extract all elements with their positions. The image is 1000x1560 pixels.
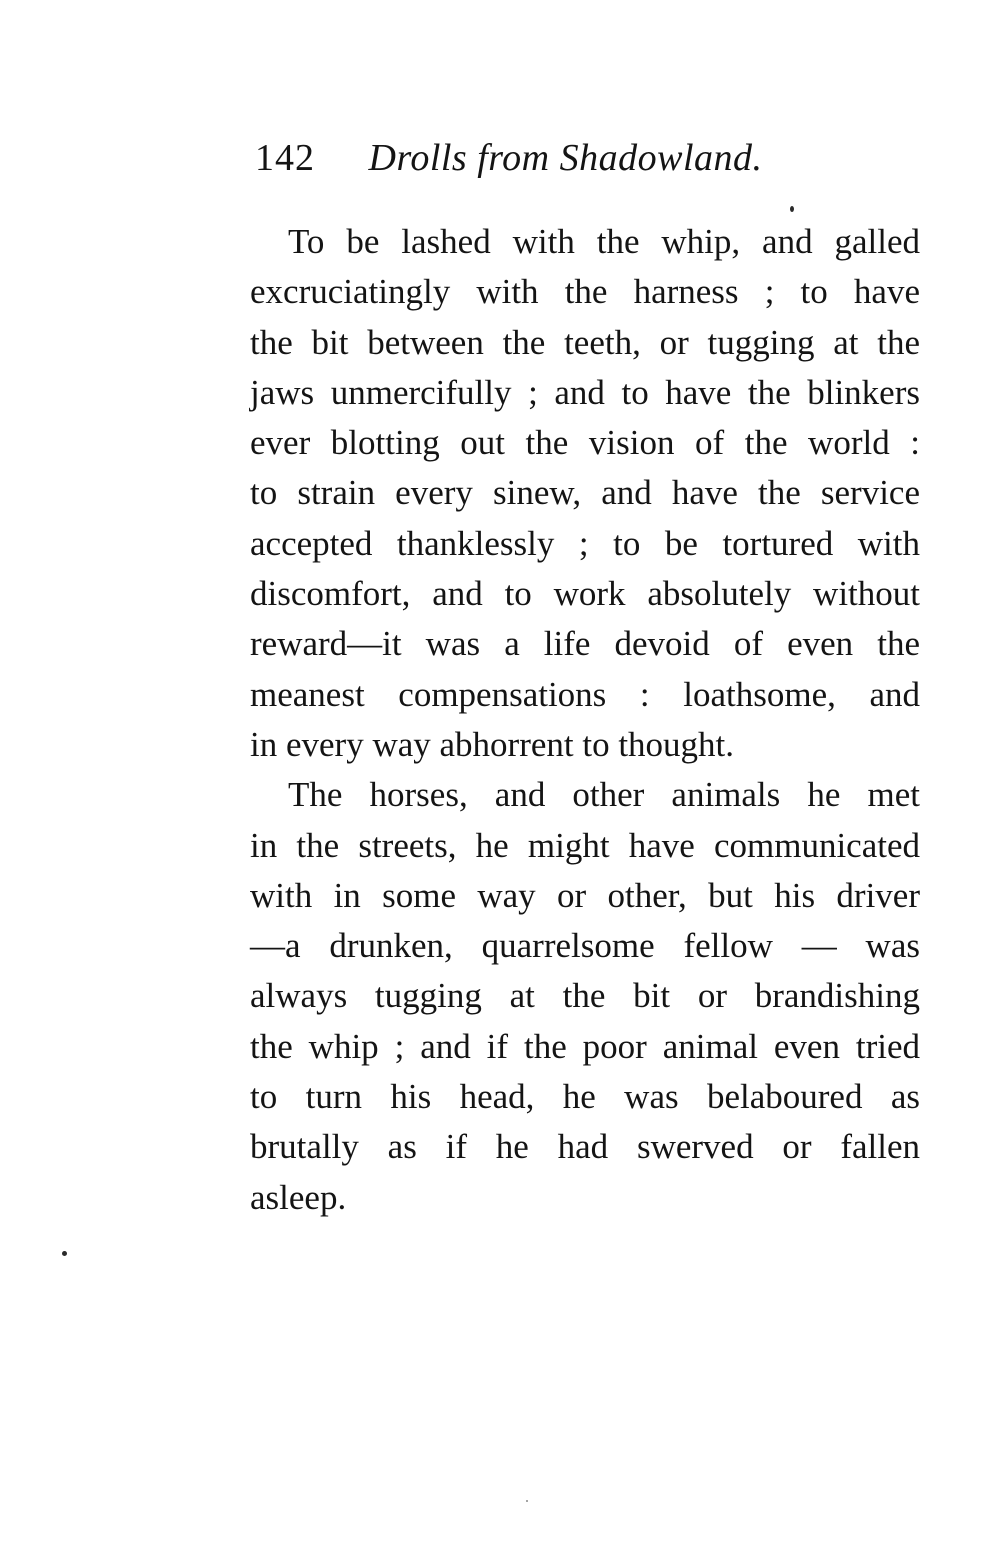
text-line: discomfort, and to work absolutely without <box>250 574 920 614</box>
print-speck <box>790 206 794 212</box>
text-line: the whip ; and if the poor animal even tried <box>250 1026 920 1066</box>
text-line: meanest compensations : loathsome, and <box>250 674 920 714</box>
text-line: with in some way or other, but his driver <box>250 875 920 915</box>
text-line: to strain every sinew, and have the service <box>250 473 920 513</box>
text-line: in the streets, he might have communicated <box>250 825 920 865</box>
text-line: to turn his head, he was belaboured as <box>250 1077 920 1117</box>
text-line: —a drunken, quarrelsome fellow — was <box>250 926 920 966</box>
text-line: asleep. <box>250 1177 347 1217</box>
running-title: Drolls from Shadowland. <box>368 137 763 179</box>
text-line: reward—it was a life devoid of even the <box>250 624 920 664</box>
print-speck <box>526 1500 528 1502</box>
page-header <box>255 130 855 186</box>
text-line: excruciatingly with the harness ; to have <box>250 272 920 312</box>
paragraph-1 <box>250 217 920 770</box>
page-number: 142 <box>255 137 315 179</box>
text-line: brutally as if he had swerved or fallen <box>250 1127 920 1167</box>
text-line: ever blotting out the vision of the world : <box>250 423 920 463</box>
text-line: accepted thanklessly ; to be tortured with <box>250 523 920 563</box>
text-line: always tugging at the bit or brandishing <box>250 976 920 1016</box>
text-line: To be lashed with the whip, and galled <box>288 222 920 261</box>
text-line: the bit between the teeth, or tugging at the <box>250 322 920 362</box>
body-text <box>250 217 920 1223</box>
text-line: The horses, and other animals he met <box>288 775 920 815</box>
text-line: jaws unmercifully ; and to have the blinkers <box>250 372 920 412</box>
paragraph-2 <box>250 770 920 1223</box>
print-speck <box>62 1251 67 1256</box>
text-line: in every way abhorrent to thought. <box>250 724 735 764</box>
